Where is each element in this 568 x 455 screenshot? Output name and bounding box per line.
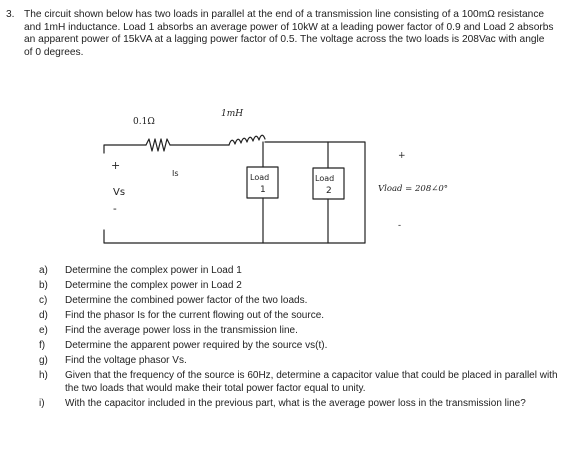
source-minus: -: [113, 202, 117, 215]
question-text: Given that the frequency of the source is 60Hz, determine a capacitor value that could be placed in parallel with the two loads that would make their total power factor equal to unity.: [65, 369, 558, 394]
question-text: With the capacitor included in the previous part, what is the average power loss in the transmission line?: [65, 397, 526, 409]
inductor: [229, 135, 265, 145]
source-label: Vs: [113, 187, 126, 198]
question-text: Determine the apparent power required by the source vs(t).: [65, 339, 328, 351]
question-list: [39, 265, 559, 413]
question-item: [39, 295, 559, 308]
load1-label-line2: 1: [260, 185, 266, 195]
question-label: i): [39, 397, 45, 409]
question-label: f): [39, 339, 46, 351]
question-label: h): [39, 369, 48, 381]
question-item: [39, 310, 559, 323]
vload-minus: -: [398, 221, 402, 231]
question-text: Find the phasor Is for the current flowing out of the source.: [65, 309, 325, 321]
question-label: e): [39, 324, 48, 336]
bottom-wire: [104, 230, 365, 243]
question-text: Determine the combined power factor of the two loads.: [65, 294, 308, 306]
question-text: Find the average power loss in the transmission line.: [65, 324, 298, 336]
question-label: d): [39, 309, 48, 321]
question-text: Determine the complex power in Load 2: [65, 279, 242, 291]
current-label: Is: [172, 169, 179, 178]
load2-label-line2: 2: [326, 186, 332, 196]
question-item: [39, 325, 559, 338]
resistor: [146, 139, 170, 151]
question-label: b): [39, 279, 48, 291]
top-wire-right: [265, 142, 365, 243]
question-item: [39, 280, 559, 293]
question-item: [39, 398, 559, 411]
question-text: Determine the complex power in Load 1: [65, 265, 242, 276]
vload-plus: +: [398, 151, 406, 161]
question-item: [39, 370, 559, 396]
question-label: c): [39, 294, 48, 306]
inductor-label: 1mH: [221, 109, 244, 119]
resistor-label: 0.1Ω: [133, 117, 155, 127]
question-item: [39, 340, 559, 353]
load1-label-line1: Load: [250, 173, 270, 182]
load2-label-line1: Load: [315, 174, 335, 183]
source-top-wire: [104, 145, 146, 153]
question-label: g): [39, 354, 48, 366]
question-text: Find the voltage phasor Vs.: [65, 354, 187, 366]
question-item: [39, 355, 559, 368]
vload-label: Vload = 208∠0°: [378, 184, 449, 194]
question-label: a): [39, 265, 48, 276]
source-plus: +: [111, 159, 121, 172]
problem-number: 3.: [6, 9, 15, 20]
question-item: [39, 265, 559, 278]
problem-text: The circuit shown below has two loads in parallel at the end of a transmission line consisting of a 100mΩ resistance and 1mH inductance. Load 1 absorbs an average power of 10kW at a leading power factor of 0.9 and Load 2 absorbs an apparent power of 15kVA at a lagging power factor of 0.5. The voltage across the two loads is 208Vac with angle of 0 degrees.: [24, 9, 554, 58]
